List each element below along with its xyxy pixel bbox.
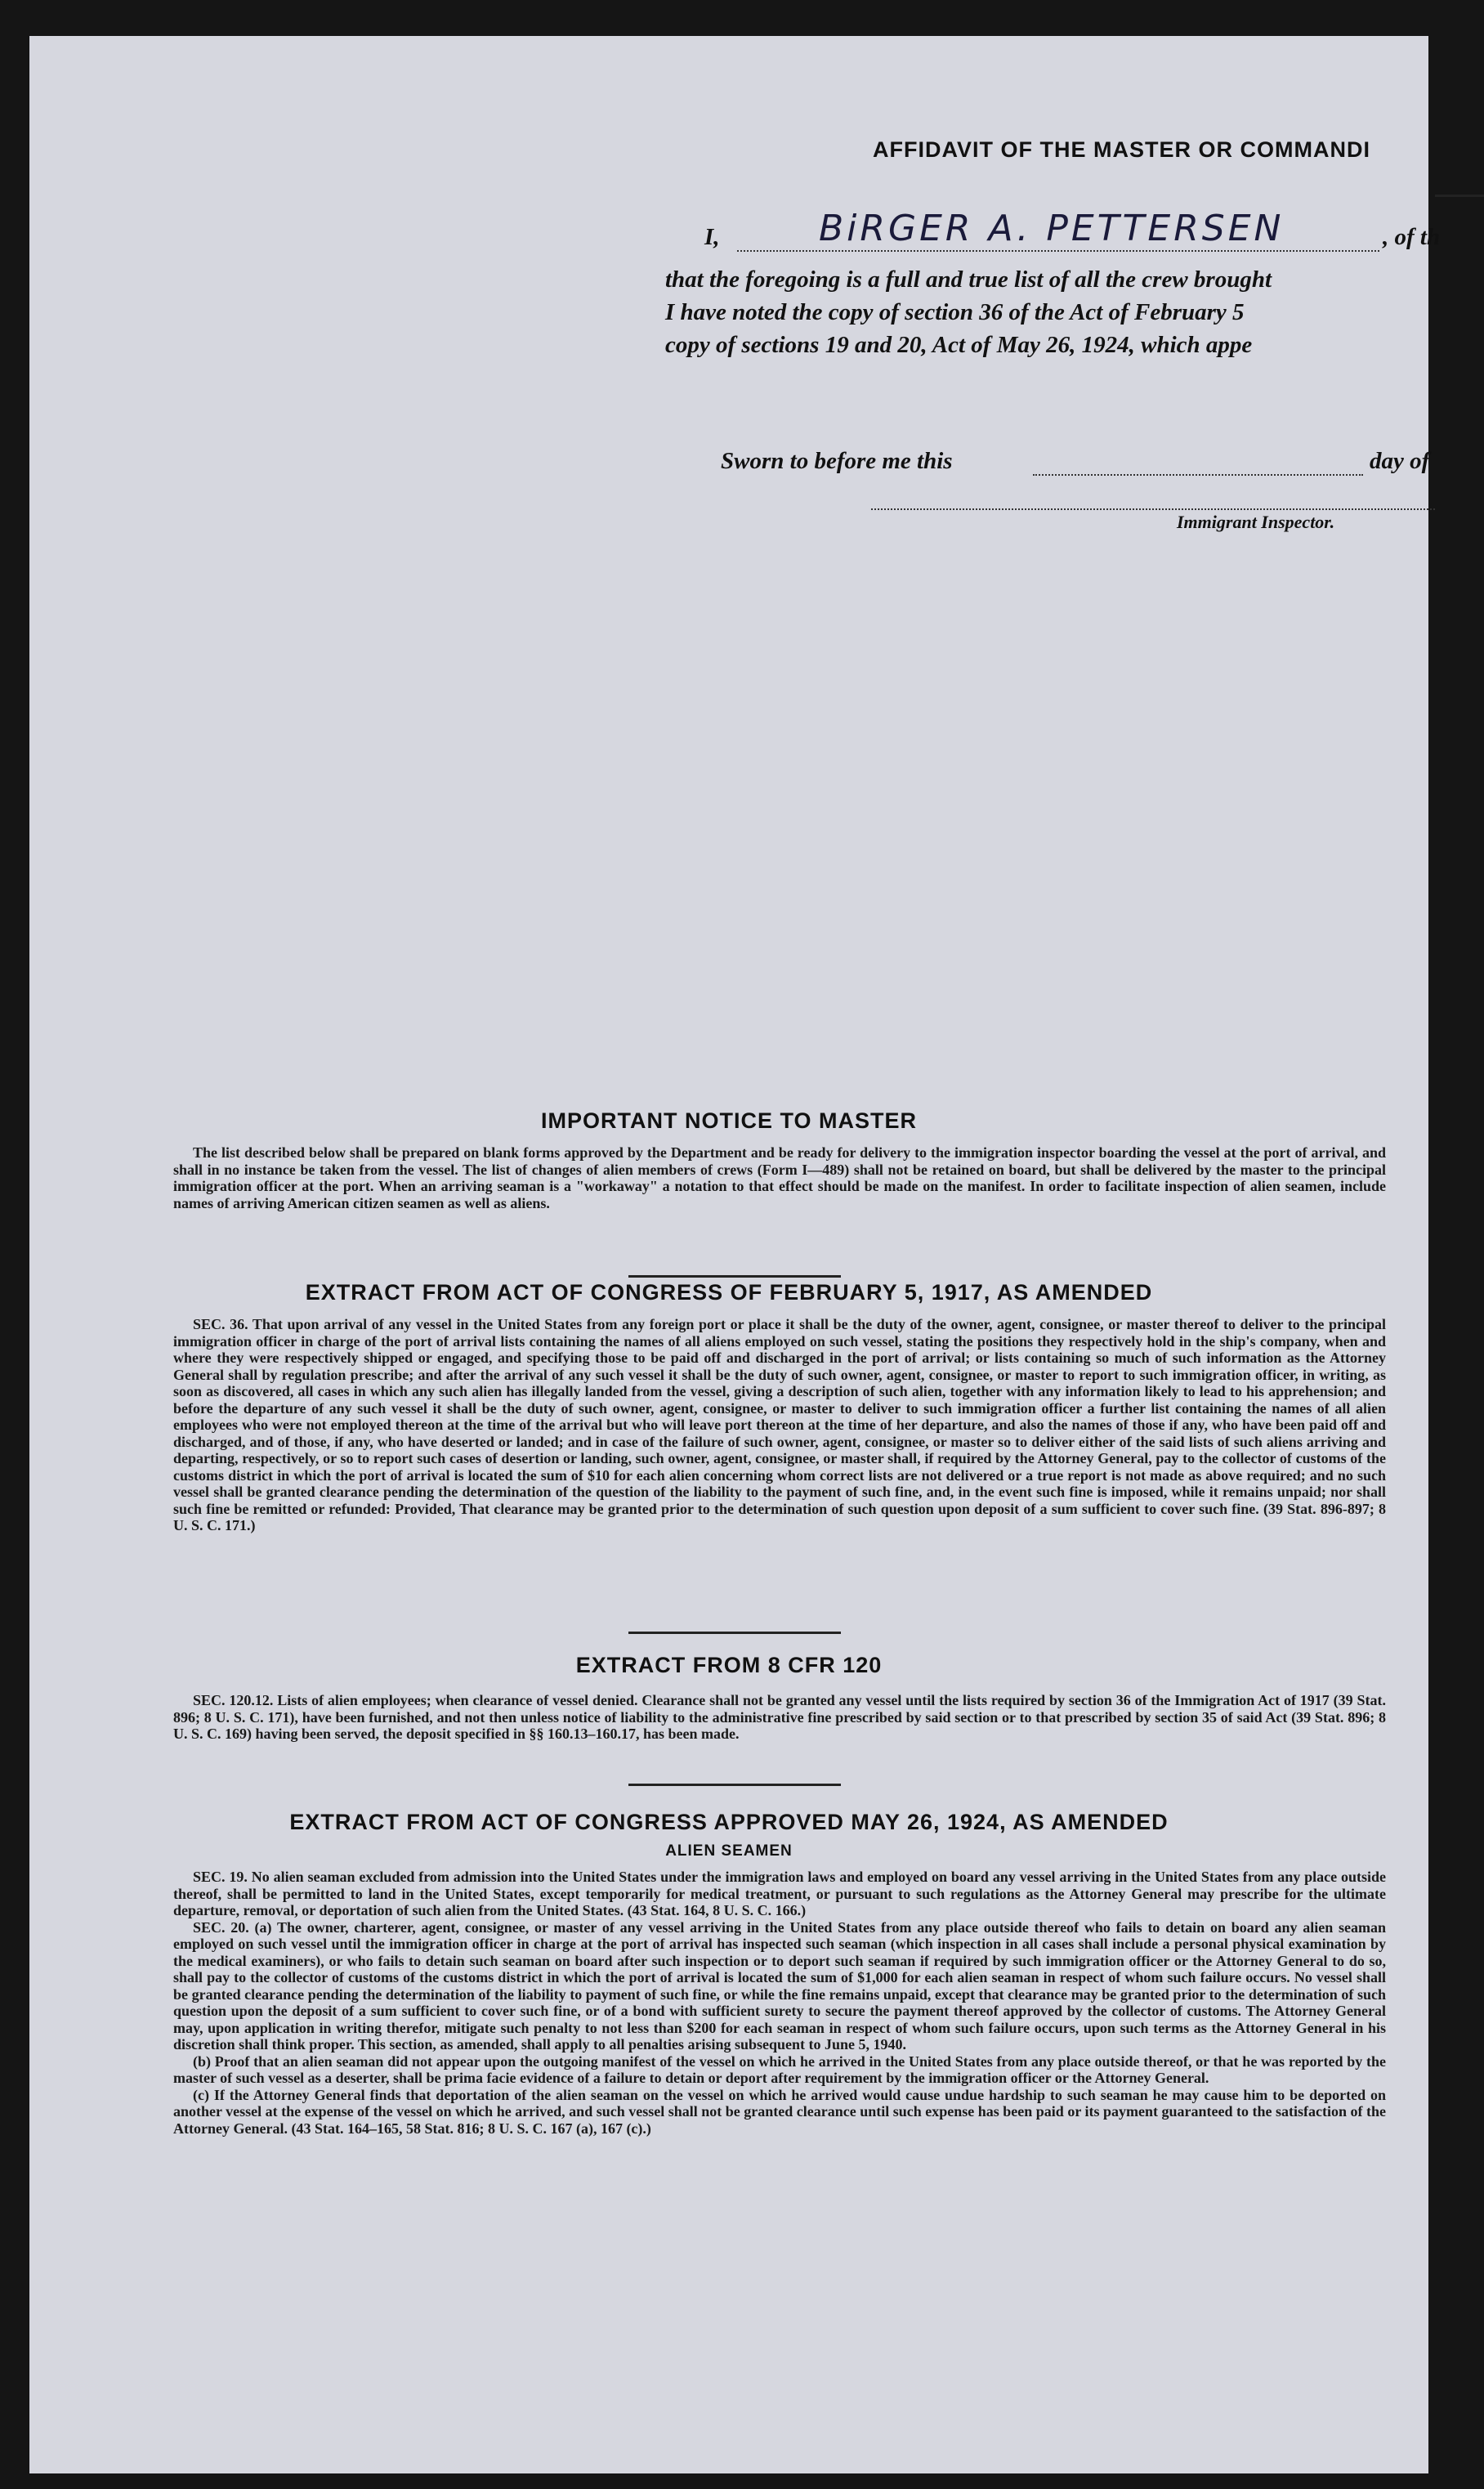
sec-19-paragraph: SEC. 19. No alien seaman excluded from admission into the United States under the immigration laws and employed on board any vessel arriving in the United States from any place outside thereof, shall be permitted to land in the United States, except temporarily for medical treatment, or pursuant to such regulations as the Attorney General may prescribe for the ultimate departure, removal, or deportation of such alien from the United States. (43 Stat. 164, 8 U. S. C. 166.)	[173, 1869, 1386, 1918]
title-rule	[1435, 195, 1484, 197]
inspector-label: Immigrant Inspector.	[1177, 512, 1335, 532]
extract-1924-text	[173, 1869, 1386, 2137]
section-divider	[628, 1784, 841, 1786]
section-divider	[628, 1632, 841, 1634]
alien-seamen-subtitle: ALIEN SEAMEN	[665, 1842, 793, 1860]
sec-20c-paragraph: (c) If the Attorney General finds that deportation of the alien seaman on the vessel on which he arrived would cause undue hardship to such seaman he may cause him to be deported on another vessel at the expense of the vessel on which he arrived, and such vessel shall not be granted clearance until such expense has been paid or its payment guaranteed to the satisfaction of the Attorney General. (43 Stat. 164–165, 58 Stat. 816; 8 U. S. C. 167 (a), 167 (c).)	[173, 2086, 1386, 2137]
section-divider	[628, 1275, 841, 1278]
affidavit-title: AFFIDAVIT OF THE MASTER OR COMMANDI	[873, 137, 1370, 162]
sworn-suffix: day of	[1370, 448, 1430, 474]
sworn-date-line	[1033, 474, 1363, 476]
sec-20b-paragraph: (b) Proof that an alien seaman did not appear upon the outgoing manifest of the vessel on which he arrived in the United States from any place outside thereof, or that he was reported by the master of such vessel as a deserter, shall be prima facie evidence of a failure to detain or deport after requirement by the immigration officer or the Attorney General.	[173, 2053, 1386, 2086]
notice-title: IMPORTANT NOTICE TO MASTER	[541, 1108, 917, 1133]
affidavit-line2: that the foregoing is a full and true list of all the crew brought	[665, 266, 1272, 293]
extract-1924-title: EXTRACT FROM ACT OF CONGRESS APPROVED MAY 26, 1924, AS AMENDED	[289, 1810, 1169, 1834]
extract-cfr-paragraph: SEC. 120.12. Lists of alien employees; when clearance of vessel denied. Clearance shall not be granted any vessel until the lists required by section 36 of the Immigration Act of 1917 (39 Stat. 896; 8 U. S. C. 171), have been furnished, and not then unless notice of liability to the administrative fine prescribed by said section or to that prescribed by section 35 of said Act (39 Stat. 896; 8 U. S. C. 169) having been served, the deposit specified in §§ 160.13–160.17, has been made.	[173, 1692, 1386, 1742]
affidavit-line3: I have noted the copy of section 36 of the Act of February 5	[665, 299, 1245, 325]
document-page	[29, 36, 1441, 2473]
sec-20a-paragraph: SEC. 20. (a) The owner, charterer, agent, consignee, or master of any vessel arriving in the United States from any place outside thereof who fails to detain on board any alien seaman employed on such vessel until the immigration officer in charge at the port of arrival has inspected such seaman (which inspection in all cases shall include a personal physical examination by the medical examiners), or who fails to detain such seaman on board after such inspection or to deport such seaman if required by such immigration officer or the Attorney General to do so, shall pay to the collector of customs of the customs district in which the port of arrival is located the sum of $1,000 for each alien seaman in respect of whom such failure occurs. No vessel shall be granted clearance pending the determination of the liability to payment of such fine, or while the fine remains unpaid, except that clearance may be granted prior to the determination of such question upon the deposit of a sum sufficient to cover such fine, or of a bond with sufficient surety to secure the payment thereof approved by the collector of customs. The Attorney General may, upon application in writing therefor, mitigate such penalty to not less than $200 for each seaman in respect of whom such failure occurs, upon such terms as the Attorney General in his discretion shall think proper. This section, as amended, shall apply to all penalties arising subsequent to June 5, 1940.	[173, 1918, 1386, 2053]
inspector-signature-line	[871, 508, 1435, 510]
master-name-line	[737, 250, 1379, 252]
master-name-handwritten: BiRGER A. PETTERSEN	[819, 208, 1285, 249]
extract-1917-title: EXTRACT FROM ACT OF CONGRESS OF FEBRUARY 5, 1917, AS AMENDED	[305, 1280, 1153, 1305]
notice-paragraph: The list described below shall be prepared on blank forms approved by the Department and be ready for delivery to the immigration inspector boarding the vessel at the port of arrival, and shall in no instance be taken from the vessel. The list of changes of alien members of crews (Form I—489) shall not be retained on board, but shall be delivered by the master to the principal immigration officer at the port. When an arriving seaman is a "workaway" a notation to that effect should be made on the manifest. In order to facilitate inspection of alien seamen, include names of arriving American citizen seamen as well as aliens.	[173, 1144, 1386, 1211]
extract-cfr-title: EXTRACT FROM 8 CFR 120	[575, 1653, 883, 1677]
sworn-prefix: Sworn to before me this	[721, 448, 953, 474]
affidavit-line4: copy of sections 19 and 20, Act of May 26, 1924, which appe	[665, 332, 1253, 358]
extract-cfr-text	[173, 1692, 1386, 1743]
notice-text	[173, 1144, 1386, 1211]
affidavit-line1-suffix: , of th	[1383, 224, 1441, 250]
extract-1917-text	[173, 1316, 1386, 1534]
extract-1917-paragraph: SEC. 36. That upon arrival of any vessel in the United States from any foreign port or place it shall be the duty of the owner, agent, consignee, or master thereof to deliver to the principal immigration officer in charge of the port of arrival lists containing the names of all aliens employed on such vessel, stating the positions they respectively hold in the ship's company, when and where they were respectively shipped or engaged, and specifying those to be paid off and discharged in the port of arrival; or lists containing so much of such information as the Attorney General shall by regulation prescribe; and after the arrival of any such vessel it shall be the duty of such owner, agent, consignee, or master to report to such immigration officer, in writing, as soon as discovered, all cases in which any such alien has illegally landed from the vessel, giving a description of such alien, together with any information likely to lead to his apprehension; and before the departure of any such vessel it shall be the duty of such owner, agent, consignee, or master to deliver to such immigration officer a further list containing the names of all alien employees who were not employed thereon at the time of the arrival but who will leave port thereon at the time of her departure, and also the names of those if any, who have been paid off and discharged, and of those, if any, who have deserted or landed; and in case of the failure of such owner, agent, consignee, or master so to deliver either of the said lists of such aliens arriving and departing, respectively, or so to report such cases of desertion or landing, such owner, agent, consignee, or master shall, if required by the Attorney General, pay to the collector of customs of the customs district in which the port of arrival is located the sum of $10 for each alien concerning whom correct lists are not delivered or a true report is not made as above required; and no such vessel shall be granted clearance pending the determination of the question of the liability to the payment of such fine, and, in the event such fine is imposed, while it remains unpaid; nor shall such fine be remitted or refunded: Provided, That clearance may be granted prior to the determination of such question upon deposit of a sum sufficient to cover such fine. (39 Stat. 896-897; 8 U. S. C. 171.)	[173, 1316, 1386, 1533]
affidavit-i-prefix: I,	[704, 224, 720, 250]
